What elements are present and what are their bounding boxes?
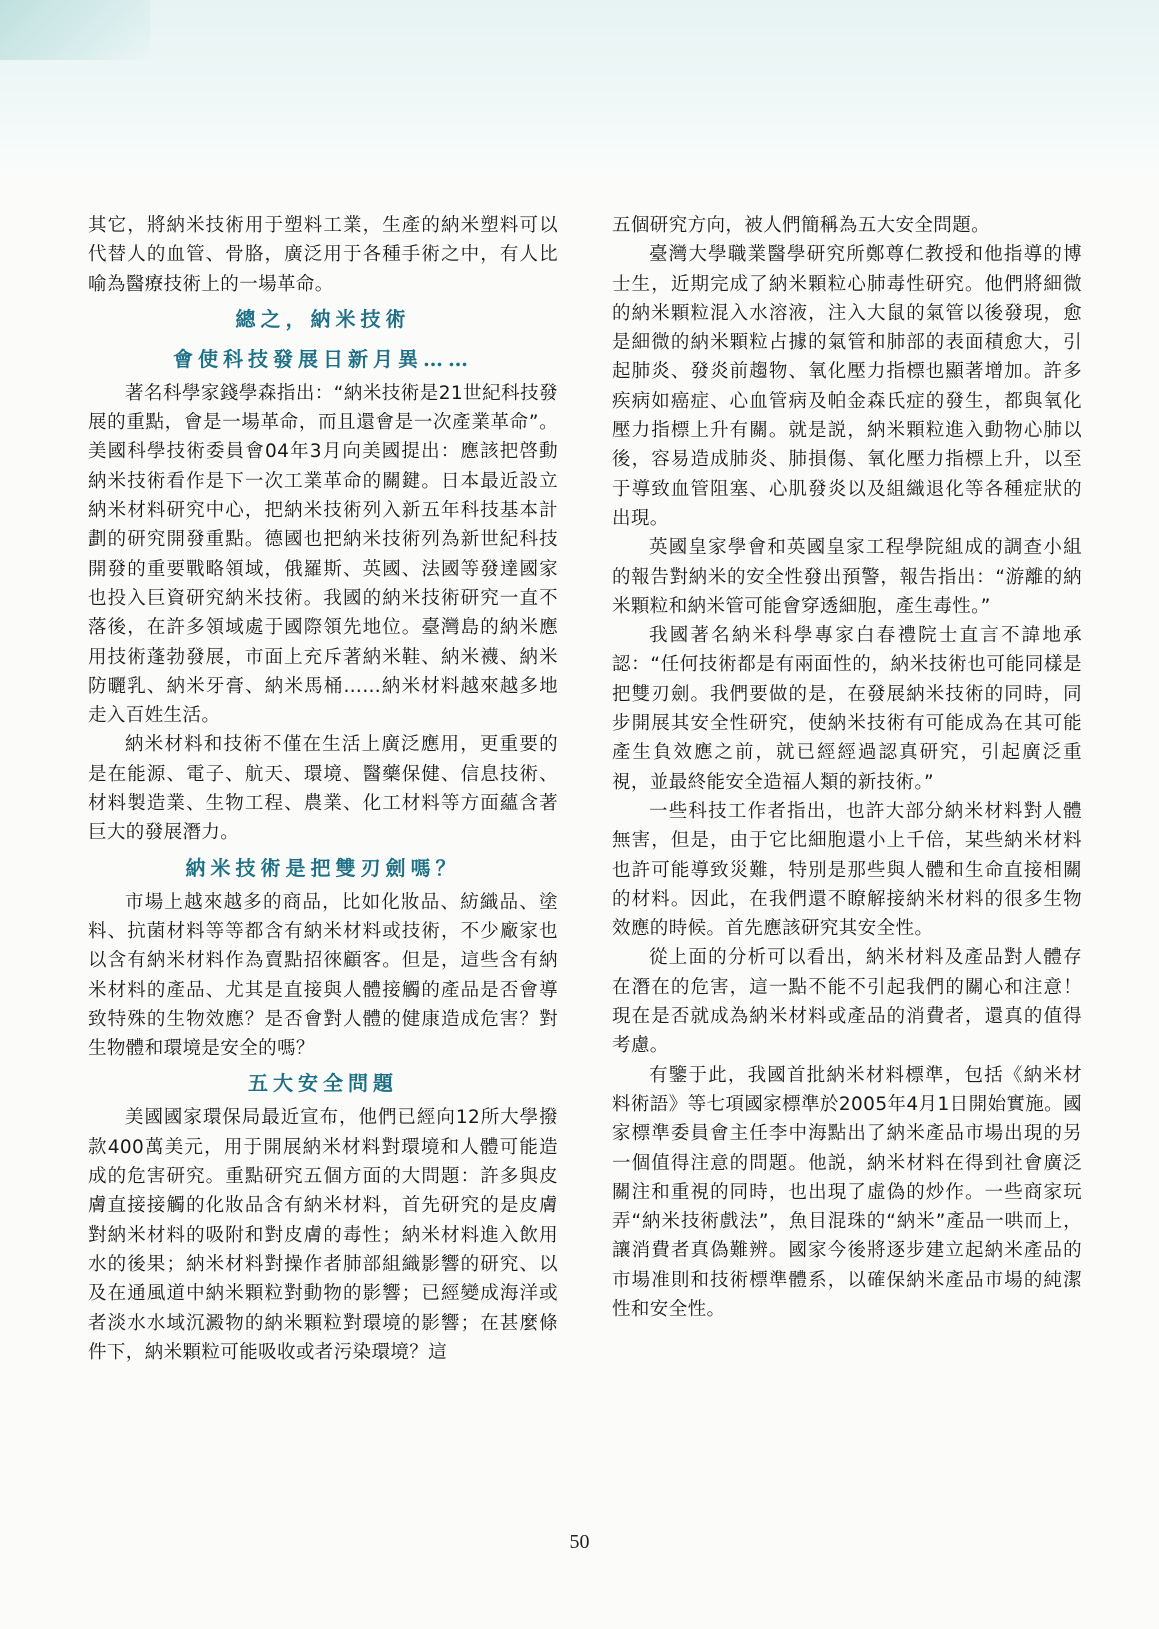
paragraph: 從上面的分析可以看出，納米材料及產品對人體存在潛在的危害，這一點不能不引起我們的關心和注意！現在是否就成為納米材料或產品的消費者，還真的值得考慮。 — [612, 947, 1082, 1057]
paragraph: 著名科學家錢學森指出：“納米技術是21世紀科技發展的重點，會是一場革命，而且還會是一次產業革命”。美國科學技術委員會04年3月向美國提出：應該把啓動納米技術看作是下一次工業革命的關鍵。日本最近設立納米材料研究中心，把納米技術列入新五年科技基本計劃的研究開發重點。德國也把納米技術列為新世紀科技開發的重要戰略領域，俄羅斯、英國、法國等發達國家也投入巨資研究納米技術。我國的納米技術研究一直不落後，在許多領域處于國際領先地位。臺灣島的納米應用技術蓬勃發展，市面上充斥著納米鞋、納米襪、納米防曬乳、納米牙膏、納米馬桶……納米材料越來越多地走入百姓生活。 — [88, 382, 558, 727]
section-heading: 總之，納米技術 — [235, 306, 411, 331]
top-decorative-band — [0, 0, 1159, 190]
section-heading: 五大安全問題 — [248, 1071, 398, 1096]
paragraph: 有鑒于此，我國首批納米材料標準，包括《納米材料術語》等七項國家標準於2005年4月1日開始實施。國家標準委員會主任李中海點出了納米產品市場出現的另一個值得注意的問題。他説，納米材料在得到社會廣泛關注和重視的同時，也出現了虛偽的炒作。一些商家玩弄“納米技術戲法”，魚目混珠的“納米”產品一哄而上，讓消費者真偽難辨。國家今後將逐步建立起納米產品的市場准則和技術標準體系，以確保納米產品市場的純潔性和安全性。 — [612, 1064, 1082, 1320]
section-heading: 會使科技發展日新月異…… — [173, 346, 473, 371]
paragraph: 其它，將納米技術用于塑料工業，生產的納米塑料可以代替人的血管、骨胳，廣泛用于各種手術之中，有人比喻為醫療技術上的一場革命。 — [88, 215, 558, 295]
paragraph: 一些科技工作者指出，也許大部分納米材料對人體無害，但是，由于它比細胞還小上千倍，某些納米材料也許可能導致災難，特別是那些與人體和生命直接相關的材料。因此，在我們還不瞭解接納米材料的很多生物效應的時候。首先應該研究其安全性。 — [612, 800, 1082, 940]
right-column — [612, 211, 1082, 1324]
paragraph: 英國皇家學會和英國皇家工程學院組成的調查小組的報告對納米的安全性發出預警，報告指出：“游離的納米顆粒和納米管可能會穿透細胞，產生毒性。” — [612, 537, 1082, 617]
paragraph: 五個研究方向，被人們簡稱為五大安全問題。 — [612, 215, 991, 236]
paragraph: 我國著名納米科學專家白春禮院士直言不諱地承認：“任何技術都是有兩面性的，納米技術也可能同樣是把雙刃劍。我們要做的是，在發展納米技術的同時，同步開展其安全性研究，使納米技術有可能成為在其可能產生負效應之前，就已經經過認真研究，引起廣泛重視，並最終能安全造福人類的新技術。” — [612, 625, 1082, 793]
page-number: 50 — [569, 1531, 590, 1553]
paragraph: 市場上越來越多的商品，比如化妝品、紡織品、塗料、抗菌材料等等都含有納米材料或技術，不少廠家也以含有納米材料作為賣點招徠顧客。但是，這些含有納米材料的產品、尤其是直接與人體接觸的產品是否會導致特殊的生物效應？是否會對人體的健康造成危害？對生物體和環境是安全的嗎？ — [88, 891, 558, 1060]
left-column — [88, 211, 558, 1367]
section-heading: 納米技術是把雙刃劍嗎？ — [185, 855, 461, 880]
paragraph: 美國國家環保局最近宣布，他們已經向12所大學撥款400萬美元，用于開展納米材料對環境和人體可能造成的危害研究。重點研究五個方面的大問題：許多與皮膚直接接觸的化妝品含有納米材料，首先研究的是皮膚對納米材料的吸附和對皮膚的毒性；納米材料進入飲用水的後果；納米材料對操作者肺部組織影響的研究、以及在通風道中納米顆粒對動物的影響；已經變成海洋或者淡水水域沉澱物的納米顆粒對環境的影響；在甚麼條件下，納米顆粒可能吸收或者污染環境？這 — [88, 1107, 558, 1363]
paragraph: 臺灣大學職業醫學研究所鄭尊仁教授和他指導的博士生，近期完成了納米顆粒心肺毒性研究。他們將細微的納米顆粒混入水溶液，注入大鼠的氣管以後發現，愈是細微的納米顆粒占據的氣管和肺部的表面積愈大，引起肺炎、發炎前趨物、氧化壓力指標也顯著增加。許多疾病如癌症、心血管病及帕金森氏症的發生，都與氧化壓力指標上升有關。就是説，納米顆粒進入動物心肺以後，容易造成肺炎、肺損傷、氧化壓力指標上升，以至于導致血管阻塞、心肌發炎以及組織退化等各種症狀的出現。 — [612, 244, 1082, 529]
paragraph: 納米材料和技術不僅在生活上廣泛應用，更重要的是在能源、電子、航天、環境、醫藥保健、信息技術、材料製造業、生物工程、農業、化工材料等方面蘊含著巨大的發展潛力。 — [88, 734, 558, 844]
corner-header-mark — [0, 0, 150, 60]
